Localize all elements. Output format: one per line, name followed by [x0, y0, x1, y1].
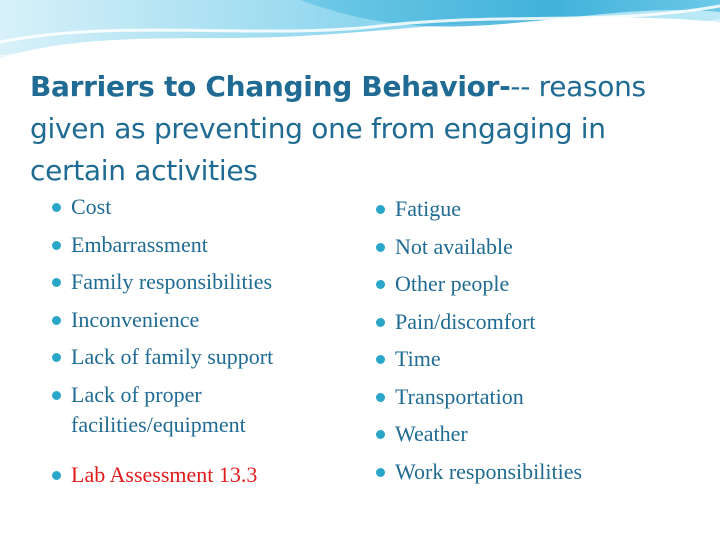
list-item	[50, 305, 350, 335]
list-item	[50, 230, 350, 260]
list-item	[374, 232, 704, 262]
round-bullet-icon	[376, 280, 385, 289]
list-item-label: Cost	[71, 194, 112, 219]
list-item-label: Not available	[395, 233, 513, 259]
round-bullet-icon	[376, 205, 385, 214]
list-item-label: Embarrassment	[71, 231, 208, 257]
list-item-label: Pain/discomfort	[395, 308, 536, 334]
round-bullet-icon	[376, 393, 385, 402]
round-bullet-icon	[376, 243, 385, 252]
round-bullet-icon	[52, 391, 61, 400]
list-item	[374, 382, 704, 412]
list-item-label: Family responsibilities	[71, 269, 273, 294]
round-bullet-icon	[376, 318, 385, 327]
round-bullet-icon	[376, 468, 385, 477]
list-item	[50, 267, 350, 297]
list-item-label: Weather	[395, 421, 468, 446]
lab-assessment-label: Lab Assessment 13.3	[71, 461, 258, 487]
round-bullet-icon	[376, 430, 385, 439]
round-bullet-icon	[52, 203, 61, 212]
lab-assessment-item	[50, 460, 350, 490]
list-item	[50, 342, 350, 372]
list-item-label: Other people	[395, 271, 510, 296]
list-item	[374, 269, 704, 299]
round-bullet-icon	[52, 471, 61, 480]
round-bullet-icon	[52, 241, 61, 250]
barriers-list-right	[374, 194, 704, 494]
list-item	[374, 419, 704, 449]
slide-title-bold: Barriers to Changing Behavior-	[30, 70, 511, 103]
list-item-label: Time	[395, 346, 441, 371]
list-item	[374, 194, 704, 224]
slide-title-rest: -- reasons given as preventing one from engaging in certain activities	[30, 70, 646, 187]
round-bullet-icon	[376, 355, 385, 364]
list-item	[50, 380, 350, 440]
list-item	[374, 344, 704, 374]
list-item	[374, 307, 704, 337]
list-item-label: Transportation	[395, 383, 524, 409]
list-item	[374, 457, 704, 487]
list-item-label: Work responsibilities	[395, 458, 583, 484]
round-bullet-icon	[52, 353, 61, 362]
round-bullet-icon	[52, 316, 61, 325]
slide-title	[30, 66, 700, 192]
list-item-label: Inconvenience	[71, 306, 200, 332]
list-item-label: Lack of family support	[71, 344, 274, 369]
list-item-label: Fatigue	[395, 196, 461, 221]
barriers-list-left	[50, 192, 350, 497]
list-item	[50, 192, 350, 222]
round-bullet-icon	[52, 278, 61, 287]
list-item-label: Lack of proper facilities/equipment	[71, 381, 246, 437]
